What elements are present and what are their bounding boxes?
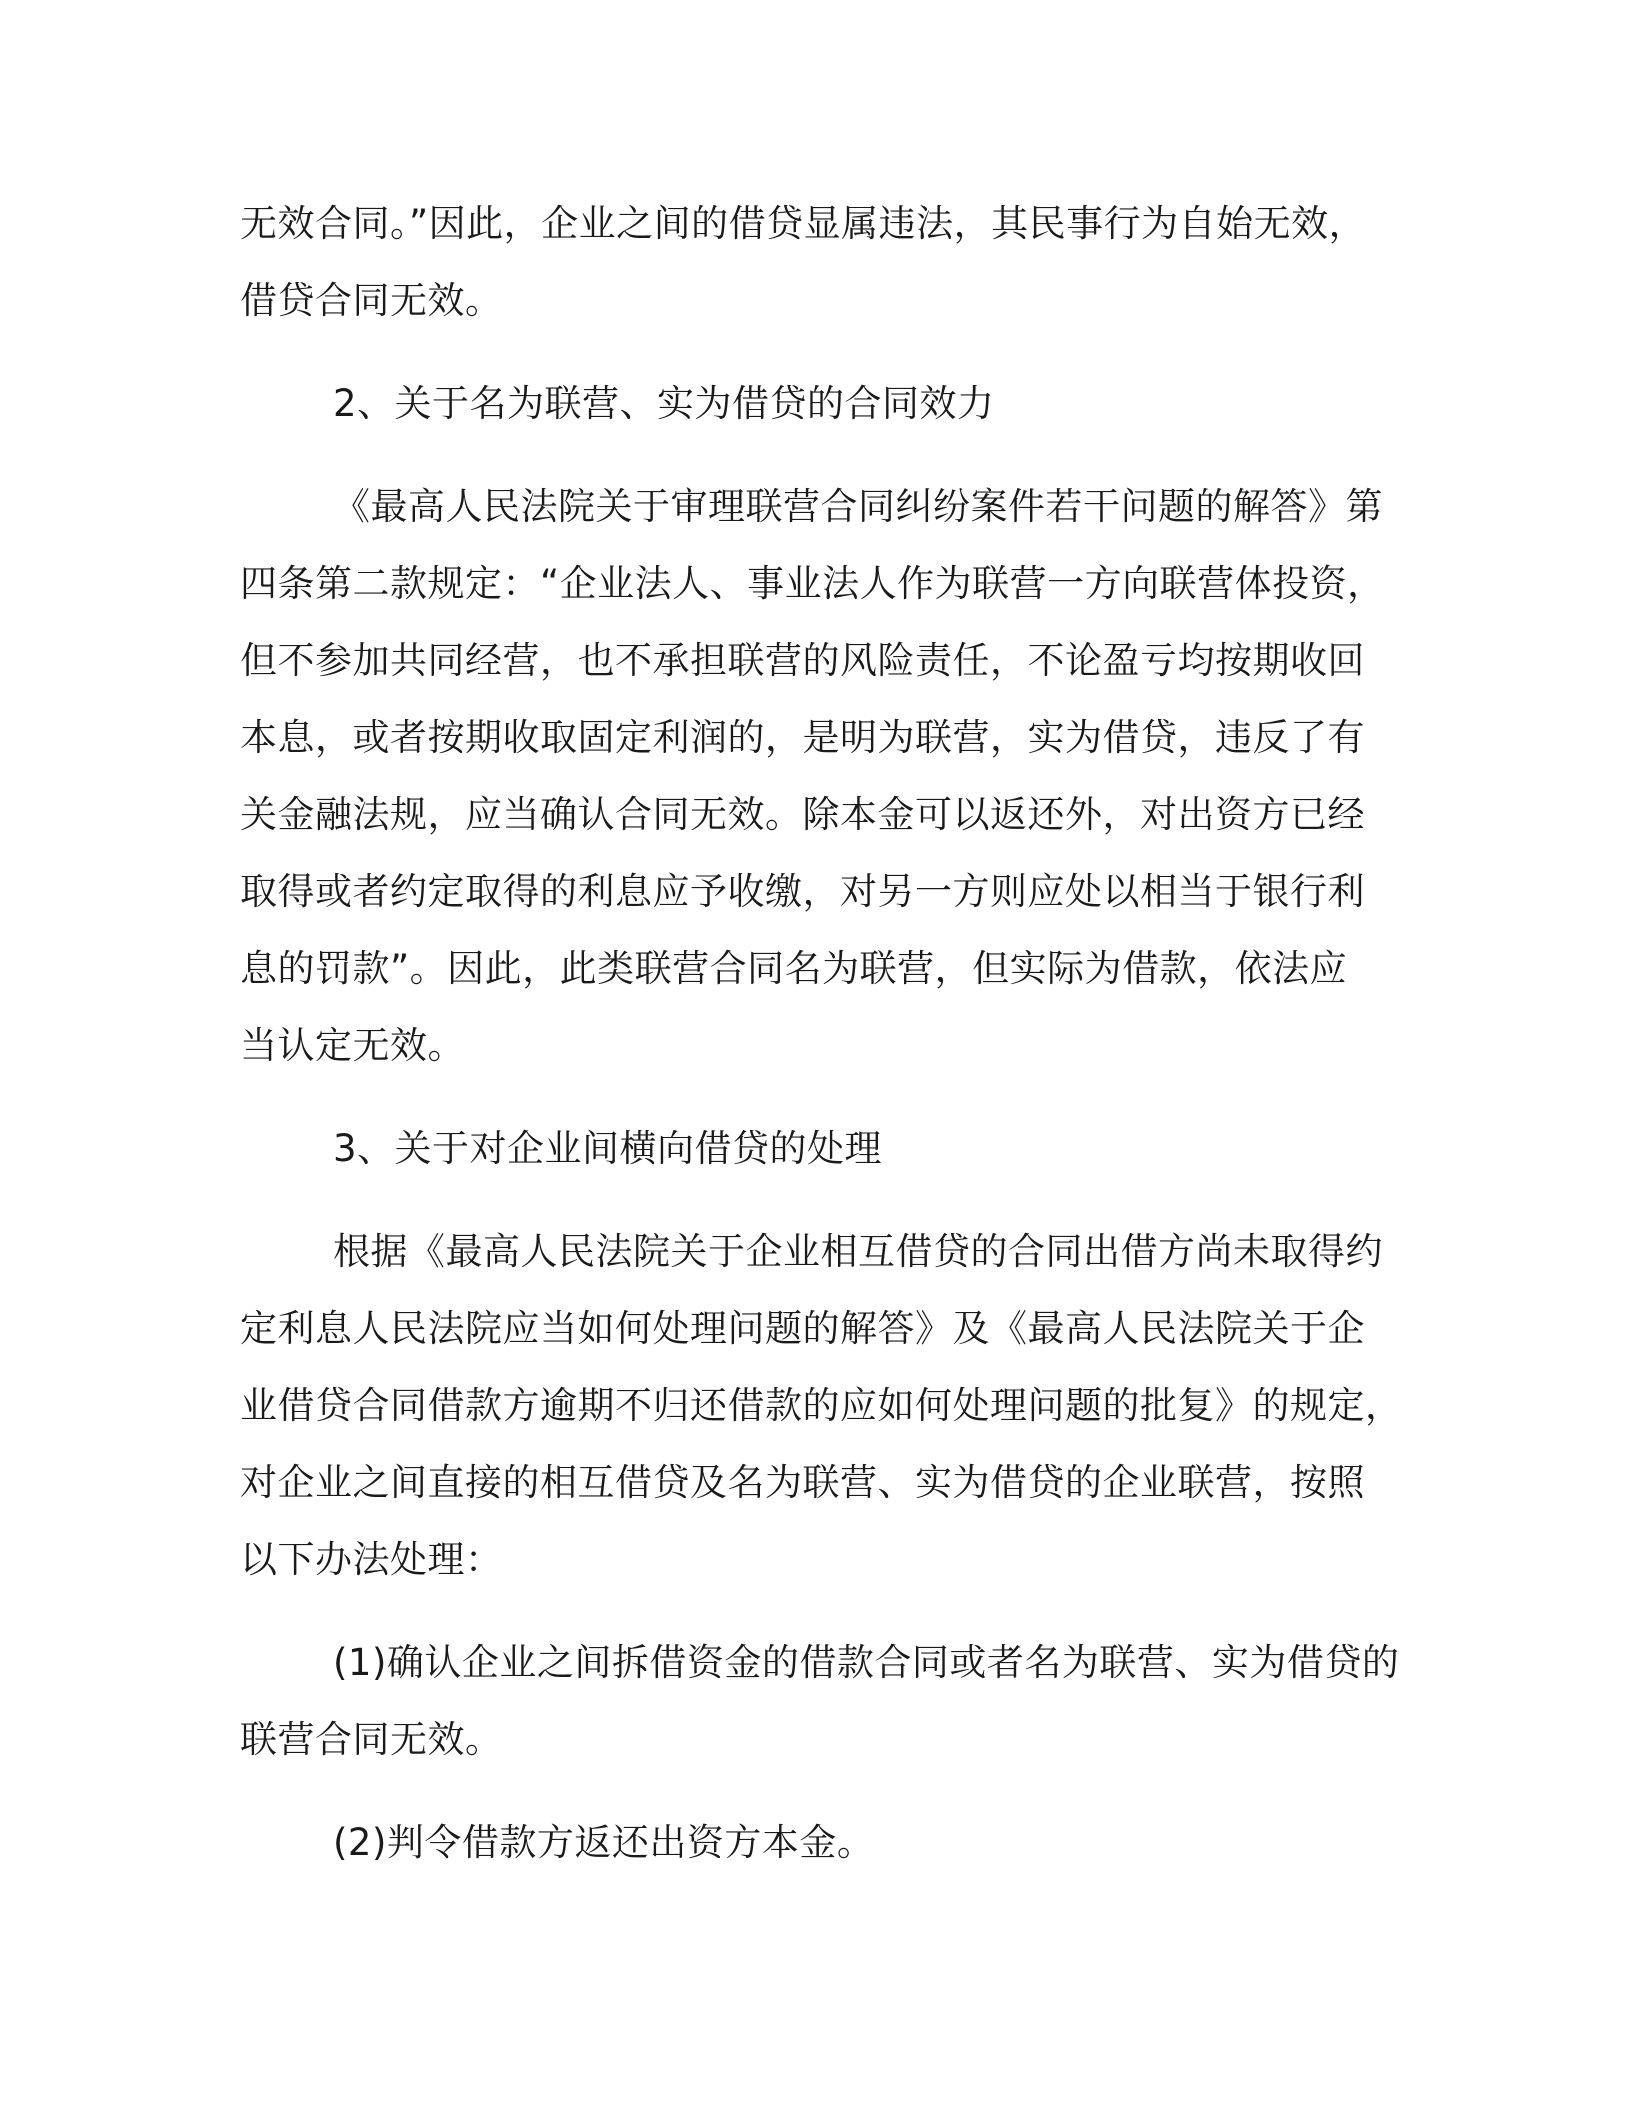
paragraph-handling-rules bbox=[240, 1213, 1403, 1598]
list-item-2 bbox=[240, 1804, 1390, 1881]
text-line: 联营合同无效。 bbox=[240, 1718, 503, 1761]
heading-text: 2、关于名为联营、实为借贷的合同效力 bbox=[333, 382, 995, 425]
text-line: 当认定无效。 bbox=[240, 1024, 465, 1067]
text-line: 根据《最高人民法院关于企业相互借贷的合同出借方尚未取得约 bbox=[333, 1230, 1383, 1273]
text-line: 无效合同。”因此，企业之间的借贷显属违法，其民事行为自始无效， bbox=[240, 202, 1367, 245]
paragraph-joint-venture-rule bbox=[240, 468, 1390, 1084]
text-line: 对企业之间直接的相互借贷及名为联营、实为借贷的企业联营，按照 bbox=[240, 1461, 1365, 1504]
list-item-1 bbox=[240, 1624, 1400, 1778]
text-line: 本息，或者按期收取固定利润的，是明为联营，实为借贷，违反了有 bbox=[240, 716, 1365, 759]
text-line: 但不参加共同经营，也不承担联营的风险责任，不论盈亏均按期收回 bbox=[240, 639, 1365, 682]
text-line: 业借贷合同借款方逾期不归还借款的应如何处理问题的批复》的规定， bbox=[240, 1384, 1403, 1427]
section-heading-3 bbox=[240, 1110, 1390, 1187]
text-line: 借贷合同无效。 bbox=[240, 279, 503, 322]
text-line: 息的罚款”。因此，此类联营合同名为联营，但实际为借款，依法应 bbox=[240, 947, 1348, 990]
text-line: (2)判令借款方返还出资方本金。 bbox=[333, 1821, 875, 1864]
text-line: 定利息人民法院应当如何处理问题的解答》及《最高人民法院关于企 bbox=[240, 1307, 1365, 1350]
document-body bbox=[240, 185, 1403, 1881]
heading-text: 3、关于对企业间横向借贷的处理 bbox=[333, 1127, 883, 1170]
text-line: 《最高人民法院关于审理联营合同纠纷案件若干问题的解答》第 bbox=[333, 485, 1383, 528]
text-line: 取得或者约定取得的利息应予收缴，对另一方则应处以相当于银行利 bbox=[240, 870, 1365, 913]
text-line: (1)确认企业之间拆借资金的借款合同或者名为联营、实为借贷的 bbox=[333, 1641, 1400, 1684]
section-heading-2 bbox=[240, 365, 1390, 442]
text-line: 以下办法处理： bbox=[240, 1538, 503, 1581]
text-line: 四条第二款规定：“企业法人、事业法人作为联营一方向联营体投资， bbox=[240, 562, 1385, 605]
paragraph-invalid-contract bbox=[240, 185, 1390, 339]
text-line: 关金融法规，应当确认合同无效。除本金可以返还外，对出资方已经 bbox=[240, 793, 1365, 836]
